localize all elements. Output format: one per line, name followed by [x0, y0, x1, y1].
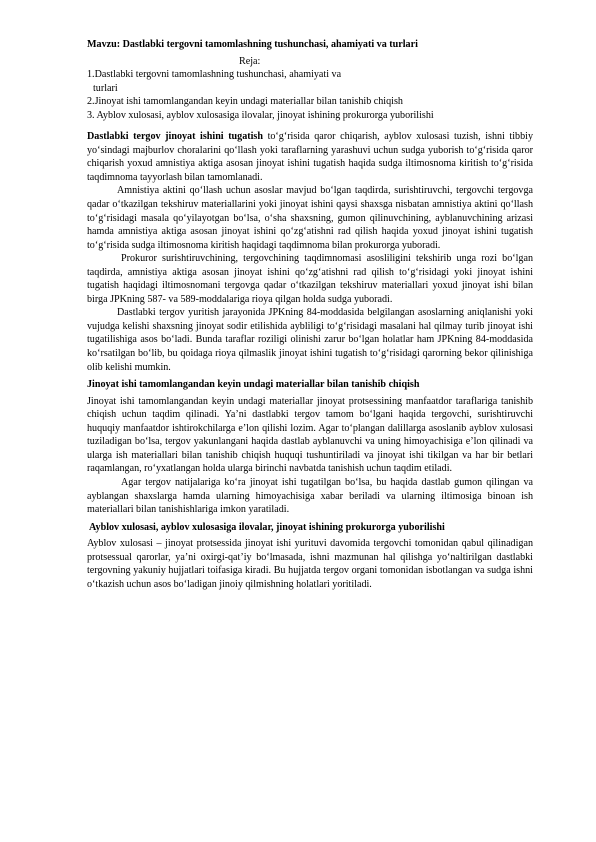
paragraph-7: Ayblov xulosasi – jinoyat protsessida jinoyat ishi yurituvi davomida tergovchi tomonidan qabul qilinadigan protsessual qarorlar, ya’ni oxirgi-qat’iy bo‘lmasada, ishni mazmunan hal qilishga yo‘naltirilgan dastlabki tergovning yakuniy hujjatlari toifasiga kiradi. Bu hujjatda tergov organi tomonidan isbotlangan va sudga ishni o‘tkazish uchun asos bo‘ladigan jinoiy qilmishning holatlari yoritiladi.: [87, 538, 533, 590]
plan-item-2: 2.Jinoyat ishi tamomlangandan keyin undagi materiallar bilan tanishib chiqish: [87, 96, 403, 108]
plan-item-1: 1.Dastlabki tergovni tamomlashning tushunchasi, ahamiyati va: [87, 69, 342, 81]
document-title: Mavzu: Dastlabki tergovni tamomlashning tushunchasi, ahamiyati va turlari: [87, 39, 418, 50]
paragraph-5: Jinoyat ishi tamomlangandan keyin undagi materiallar jinoyat protsessining manfaatdor taraflariga tanishib chiqish uchun taqdim qilinadi. Ya’ni dastlabki tergov tamom bo‘lgani haqida tergovchi, surishtiruvchi huquqiy manfaatdor ishtirokchilarga e’lon qilishi lozim. Agar to‘plangan dalillarga asoslanib ayblov xulosasi tuziladigan bo‘lsa, tergov yakunlangani haqida dastlab ayblanuvchi va uning himoyachisiga e’lon qilinadi va ularga ish materiallari bilan tanishib chiqish huquqi tushuntiriladi va jinoyat ishi tikilgan va har bir betlari raqamlangan, ro‘yxatlangan holda ularga birinchi navbatda tanishish uchun taqdim etiladi.: [87, 395, 533, 475]
paragraph-3: Prokuror surishtiruvchining, tergovchining taqdimnomasi asosliligini tekshirib unga rozi bo‘lgan taqdirda, amnistiya aktiga asosan jinoyat ishini qo‘zg‘atishni rad qilish to‘g‘risidagi yoki jinoyat ishini tugatish haqidagi iltimosnomani tergovga qadar o‘tkazilgan tekshiruv materiallari yoxud jinoyat ishi bilan birga JPKning 587- va 589-moddalariga rioya qilgan holda sudga yuboradi.: [87, 253, 533, 305]
spacer: [87, 122, 533, 130]
paragraph-6: Agar tergov natijalariga ko‘ra jinoyat ishi tugatilgan bo‘lsa, bu haqida dastlab gumon qilingan va ayblangan shaxslarga hamda ularning himoyachisiga xabar beriladi va ularning iltimosiga binoan ish materiallari bilan tanishishlariga imkon yaratiladi.: [87, 476, 533, 516]
paragraph-1-text: to‘g‘risida qaror chiqarish, ayblov xulosasi tuzish, ishni tibbiy yo‘sindagi majburlov choralarini qo‘llash yoki taraflarning yarashuvi uchun sudga yuborish to‘g‘risida qaror chiqarish yoxud amnistiya aktiga asosan jinoyat ishini tugatish haqida sudga iltimosnoma kiritish to‘g‘risida taqdimnoma tayyorlash bilan tamomlanadi.: [87, 131, 533, 183]
paragraph-1: [87, 130, 533, 184]
section-heading-3: Ayblov xulosasi, ayblov xulosasiga ilovalar, jinoyat ishining prokurorga yuborilishi: [89, 521, 445, 533]
section-heading-2: Jinoyat ishi tamomlangandan keyin undagi materiallar bilan tanishib chiqish: [87, 379, 420, 391]
paragraph-4: Dastlabki tergov yuritish jarayonida JPKning 84-moddasida belgilangan asoslarning aniqlanishi yoki vujudga kelishi shaxsning jinoyat sodir etilishida aybliligi to‘g‘risidagi masalani hal qilmay turib jinoyat ishi tugatilishiga asos bo‘ladi. Bunda taraflar roziligi olinishi zarur bo‘lgan holatlar ham JPKning 84-moddasida ko‘rsatilgan bo‘lib, bu qoidaga rioya qilmaslik jinoyat ishini tugatish to‘g‘risidagi qarorning bekor qilinishiga olib kelishi mumkin.: [87, 307, 533, 373]
document-body: [87, 38, 533, 591]
plan-item-1-continuation: turlari: [93, 82, 118, 94]
paragraph-2: Amnistiya aktini qo‘llash uchun asoslar mavjud bo‘lgan taqdirda, surishtiruvchi, tergovchi tergovga qadar o‘tkazilgan tekshiruv materiallarini yoki jinoyat ishini qaysi shaxsga nisbatan amnistiya aktini qo‘llash to‘g‘risidagi masala qo‘yilayotgan bo‘lsa, o‘sha shaxsning, gumon qilinuvchining, ayblanuvchining arizasi hamda amnistiya aktiga asosan jinoyat ishini qo‘zg‘atishni rad qilish haqida yoxud jinoyat ishini tugatish to‘g‘risida sudga iltimosnoma kiritish haqidagi taqdimnoma bilan prokurorga yuboradi.: [87, 185, 533, 251]
plan-label: Reja:: [239, 55, 261, 67]
paragraph-1-bold-lead: Dastlabki tergov jinoyat ishini tugatish: [87, 131, 263, 143]
plan-item-3: 3. Ayblov xulosasi, ayblov xulosasiga ilovalar, jinoyat ishining prokurorga yuborilishi: [87, 109, 434, 121]
